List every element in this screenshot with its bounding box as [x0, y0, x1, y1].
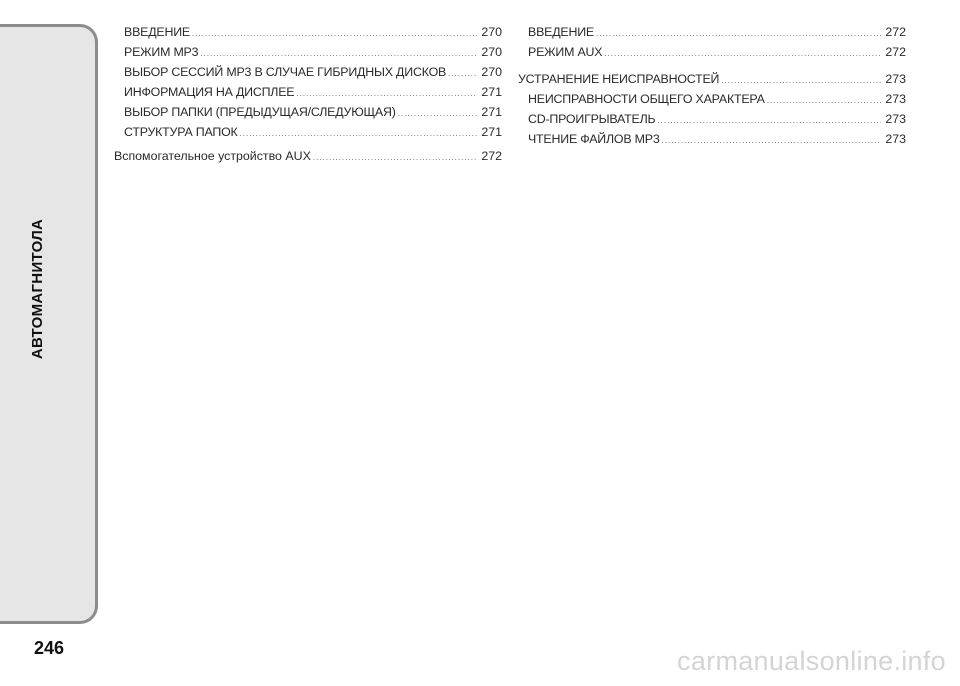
toc-entry-page: 271 [481, 85, 502, 99]
toc-leader-dots [721, 71, 881, 91]
toc-entry-title: ВЫБОР ПАПКИ (ПРЕДЫДУЩАЯ/СЛЕДУЮЩАЯ) [124, 105, 396, 119]
toc-leader-dots [192, 24, 477, 44]
toc-entry[interactable] [518, 22, 906, 42]
toc-entry[interactable] [114, 22, 502, 42]
toc-leader-dots [398, 104, 478, 124]
toc-entry-page: 271 [481, 125, 502, 139]
toc-entry[interactable] [518, 89, 906, 109]
toc-entry-page: 273 [885, 112, 906, 126]
toc-entry[interactable] [518, 42, 906, 62]
toc-entry-page: 270 [481, 45, 502, 59]
toc-entry-title: РЕЖИМ MP3 [124, 45, 199, 59]
toc-entry-page: 270 [481, 65, 502, 79]
toc-entry-page: 273 [885, 72, 906, 86]
toc-section-entry[interactable] [114, 146, 502, 166]
toc-entry[interactable] [518, 129, 906, 149]
toc-entry-title: ЧТЕНИЕ ФАЙЛОВ MP3 [528, 132, 660, 146]
toc-entry-page: 273 [885, 92, 906, 106]
toc-entry[interactable] [114, 82, 502, 102]
toc-leader-dots [596, 24, 881, 44]
toc-column-right [518, 22, 906, 149]
toc-section-entry[interactable] [518, 69, 906, 89]
toc-entry-title: НЕИСПРАВНОСТИ ОБЩЕГО ХАРАКТЕРА [528, 92, 765, 106]
toc-leader-dots [767, 91, 882, 111]
section-title: АВТОМАГНИТОЛА [29, 218, 46, 360]
toc-entry[interactable] [114, 42, 502, 62]
toc-column-left [114, 22, 502, 166]
toc-leader-dots [604, 44, 881, 64]
toc-entry-title: CD-ПРОИГРЫВАТЕЛЬ [528, 112, 656, 126]
toc-entry-page: 273 [885, 132, 906, 146]
toc-entry-title: ИНФОРМАЦИЯ НА ДИСПЛЕЕ [124, 85, 295, 99]
watermark: carmanualsonline.info [677, 646, 946, 676]
toc-leader-dots [296, 84, 477, 104]
toc-entry-title: РЕЖИМ AUX [528, 45, 603, 59]
section-side-tab [0, 24, 98, 624]
toc-entry[interactable] [518, 109, 906, 129]
toc-entry-page: 270 [481, 25, 502, 39]
toc-leader-dots [657, 111, 881, 131]
toc-entry-title: СТРУКТУРА ПАПОК [124, 125, 238, 139]
toc-entry-title: УСТРАНЕНИЕ НЕИСПРАВНОСТЕЙ [518, 72, 720, 86]
toc-entry-page: 272 [481, 149, 502, 163]
toc-leader-dots [662, 131, 882, 151]
toc-leader-dots [240, 124, 478, 144]
page-number: 246 [33, 638, 65, 658]
toc-leader-dots [313, 148, 477, 168]
toc-leader-dots [200, 44, 477, 64]
toc-entry-page: 272 [885, 25, 906, 39]
toc-entry-title: Вспомогательное устройство AUX [114, 149, 311, 163]
toc-entry-title: ВВЕДЕНИЕ [528, 25, 594, 39]
toc-entry[interactable] [114, 102, 502, 122]
toc-entry[interactable] [114, 62, 502, 82]
toc-entry-page: 272 [885, 45, 906, 59]
toc-entry-title: ВВЕДЕНИЕ [124, 25, 190, 39]
toc-entry-page: 271 [481, 105, 502, 119]
toc-leader-dots [448, 64, 477, 84]
toc-entry[interactable] [114, 122, 502, 142]
toc-entry-title: ВЫБОР СЕССИЙ MP3 В СЛУЧАЕ ГИБРИДНЫХ ДИСКОВ [124, 65, 447, 79]
